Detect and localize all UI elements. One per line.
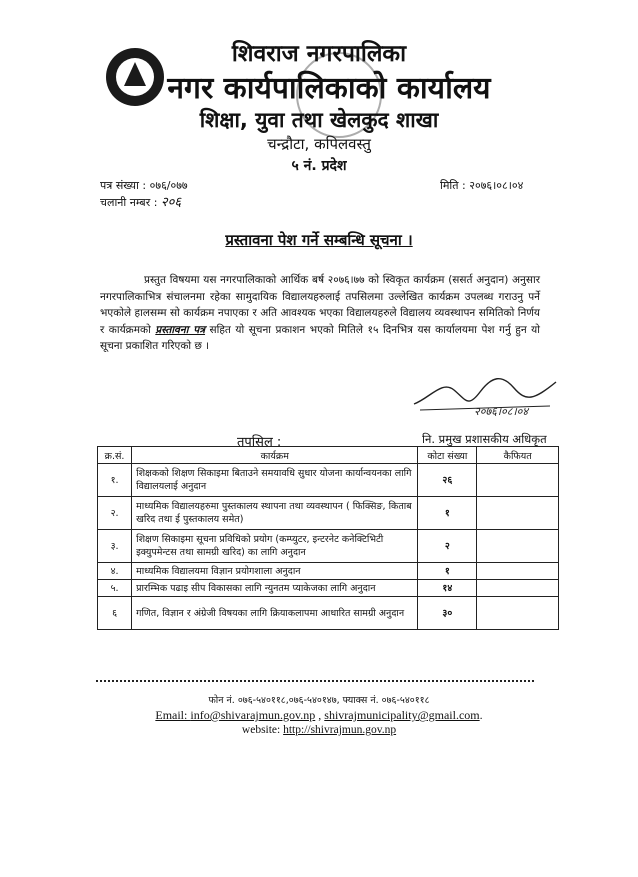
footer-website [0, 724, 638, 736]
row-program: शिक्षकको शिक्षण सिकाइमा बिताउने समयावधि सुधार योजना कार्यान्वयनका लागि विद्यालयलाई अनुदान [132, 464, 418, 497]
table-caption: तपसिल : [237, 435, 282, 450]
letter-number-value: ०७६/०७७ [149, 179, 188, 192]
row-remarks [477, 464, 559, 497]
program-table [97, 446, 559, 630]
footer-divider [96, 680, 534, 682]
row-serial: ५. [98, 580, 132, 597]
table-row [98, 530, 559, 563]
letterhead-address: चन्द्रौटा, कपिलवस्तु [267, 135, 371, 153]
footer-website-label: website: [241, 724, 284, 736]
footer-email [0, 708, 638, 723]
footer-website-link[interactable]: http://shivrajmun.gov.np [283, 724, 397, 736]
row-program: माध्यमिक विद्यालयहरुमा पुस्तकालय स्थापना तथा व्यवस्थापन ( फिक्सिङ, किताब खरिद तथा ई पुस्तकालय समेत) [132, 497, 418, 530]
letterhead-section-name: शिक्षा, युवा तथा खेलकुद शाखा [199, 108, 439, 132]
table-row [98, 497, 559, 530]
table-row [98, 563, 559, 580]
footer-email-link-1[interactable]: info@shivarajmun.gov.np [190, 708, 316, 722]
signature-scribble [410, 368, 560, 416]
row-quota: २६ [418, 464, 477, 497]
signature-date: २०७६।०८।०४ [474, 405, 529, 416]
letter-number-label: पत्र संख्या : [100, 179, 150, 192]
header-program: कार्यक्रम [132, 447, 418, 464]
notice-body-part1: प्रस्तुत विषयमा यस नगरपालिकाको आर्थिक बर्ष २०७६।७७ को स्विकृत कार्यक्रम (ससर्त अनुदान) अनुसार नगरपालिकाभित्र संचालनमा रहेका सामुदायिक विद्यालयहरुलाई तपसिलमा उल्लेखित कार्यक्रम उपलब्ध गराउनु पर्ने भएकोले हालसम्म सो कार्यक्रम नपाएका र अति आवश्यक भएका विद्यालयहरुले विद्यालय व्यवस्थापन समितिको निर्णय र कार्यक्रमको [100, 274, 540, 336]
row-remarks [477, 597, 559, 630]
notice-subject: प्रस्तावना पेश गर्ने सम्बन्धि सूचना । [225, 231, 413, 249]
footer-email-label: Email: [155, 708, 191, 722]
table-row [98, 464, 559, 497]
row-serial: २. [98, 497, 132, 530]
table-row [98, 580, 559, 597]
row-serial: ४. [98, 563, 132, 580]
row-remarks [477, 580, 559, 597]
header-remarks: कैफियत [477, 447, 559, 464]
row-program: गणित, विज्ञान र अंग्रेजी विषयका लागि क्रियाकलापमा आधारित सामग्री अनुदान [132, 597, 418, 630]
letterhead-municipality-name: शिवराज नगरपालिका [231, 41, 407, 67]
row-serial: ६ [98, 597, 132, 630]
notice-body-part2: सहित यो सूचना प्रकाशन भएको मितिले १५ दिनभित्र यस कार्यालयमा पेश गर्नु हुन यो सूचना प्रकाशित गरिएको छ । [100, 323, 540, 353]
row-program: माध्यमिक विद्यालयमा विज्ञान प्रयोगशाला अनुदान [132, 563, 418, 580]
row-serial: १. [98, 464, 132, 497]
row-program: प्रारम्भिक पढाइ सीप विकासका लागि न्युनतम प्याकेजका लागि अनुदान [132, 580, 418, 597]
row-quota: १ [418, 563, 477, 580]
table-row [98, 597, 559, 630]
footer-email-link-2[interactable]: shivrajmunicipality@gmail.com [324, 708, 480, 722]
row-serial: ३. [98, 530, 132, 563]
notice-body-emphasis: प्रस्तावना पत्र [155, 323, 206, 336]
dispatch-number-label: चलानी नम्बर : [100, 196, 161, 209]
row-quota: ३० [418, 597, 477, 630]
row-quota: १ [418, 497, 477, 530]
header-serial: क्र.सं. [98, 447, 132, 464]
letter-date [440, 178, 523, 193]
row-remarks [477, 563, 559, 580]
row-remarks [477, 497, 559, 530]
letterhead-office-name: नगर कार्यपालिकाको कार्यालय [167, 71, 491, 106]
row-program: शिक्षण सिकाइमा सूचना प्रविधिको प्रयोग (कम्प्युटर, इन्टरनेट कनेक्टिभिटी इक्युपमेन्टस तथा सामग्री खरिद) का लागि अनुदान [132, 530, 418, 563]
signatory-title: नि. प्रमुख प्रशासकीय अधिकृत [422, 432, 547, 446]
letter-date-label: मिति : [440, 179, 470, 192]
notice-body [100, 272, 540, 355]
footer-email-separator: , [315, 708, 325, 722]
dispatch-number [100, 192, 181, 210]
footer-phone: फोन नं. ०७६-५४०११८,०७६-५४०१४७, फ्याक्स नं. ०७६-५४०११८ [208, 695, 430, 706]
row-remarks [477, 530, 559, 563]
letter-number [100, 178, 188, 193]
letter-date-value: २०७६।०८।०४ [469, 179, 524, 192]
letterhead-province: ५ नं. प्रदेश [291, 158, 347, 174]
row-quota: २ [418, 530, 477, 563]
footer-email-end: . [479, 708, 483, 722]
header-quota: कोटा संख्या [418, 447, 477, 464]
dispatch-number-value: २०६ [160, 195, 182, 210]
row-quota: १४ [418, 580, 477, 597]
table-header-row [98, 447, 559, 464]
